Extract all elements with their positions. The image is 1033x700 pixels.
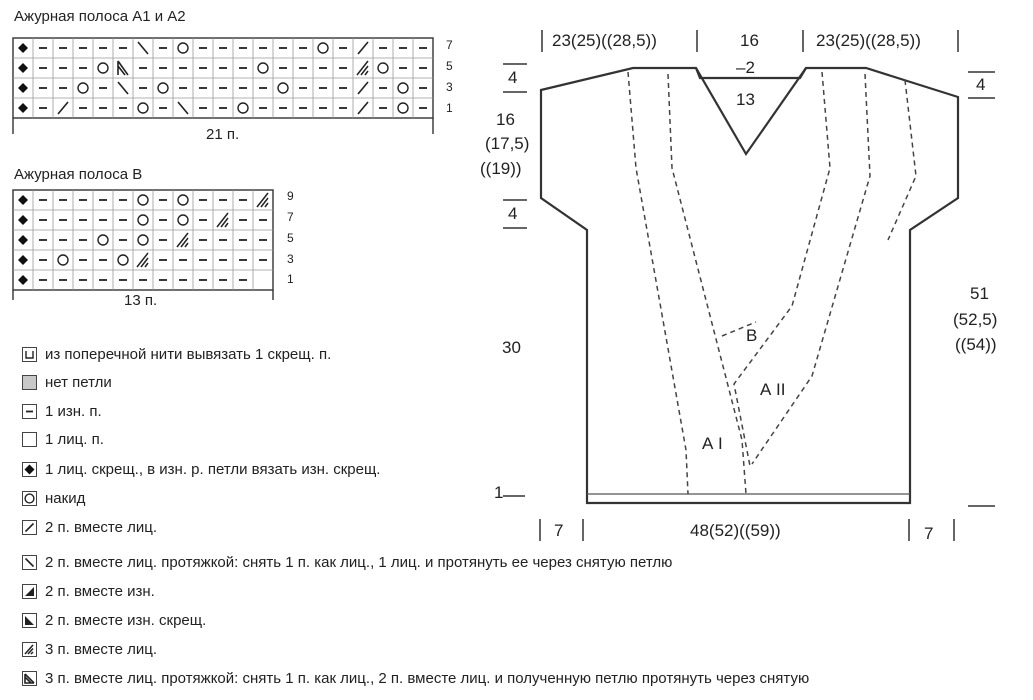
chart-b-row-1: 1 xyxy=(287,272,294,286)
panel-a2-label: А II xyxy=(760,380,786,399)
chart-a-stitch-count: 21 п. xyxy=(206,126,240,143)
chart-b-row-7: 7 xyxy=(287,210,294,224)
legend-text: 1 лиц. скрещ., в изн. р. петли вязать изн. скрещ. xyxy=(45,460,381,478)
legend-text: 2 п. вместе лиц. xyxy=(45,518,158,536)
neck-width-minus: –2 xyxy=(736,58,755,77)
body-length: 30 xyxy=(502,338,521,357)
armhole-depth-3: ((19)) xyxy=(480,159,522,178)
garment-outline xyxy=(541,68,958,503)
legend-text: 1 изн. п. xyxy=(45,402,102,420)
legend-text: 2 п. вместе изн. xyxy=(45,582,155,600)
panel-a1-right-edge xyxy=(668,74,746,494)
chart-a-row-1: 1 xyxy=(446,101,453,115)
bottom-width: 48(52)((59)) xyxy=(690,521,781,540)
shoulder-drop-right: 4 xyxy=(976,75,986,94)
total-length-1: 51 xyxy=(970,284,989,303)
chart-b-row-9: 9 xyxy=(287,189,294,203)
shoulder-left-width: 23(25)((28,5)) xyxy=(552,31,657,50)
neck-width: 16 xyxy=(740,31,759,50)
neck-depth: 13 xyxy=(736,90,755,109)
legend-text: 1 лиц. п. xyxy=(45,430,104,448)
hem-depth: 1 xyxy=(494,483,504,502)
chart-a-row-3: 3 xyxy=(446,80,453,94)
chart-a-row-5: 5 xyxy=(446,59,453,73)
side-width-left: 7 xyxy=(554,521,564,540)
chart-b-stitch-count: 13 п. xyxy=(124,292,158,309)
side-width-right: 7 xyxy=(924,524,934,543)
total-length-3: ((54)) xyxy=(955,335,997,354)
underarm-drop: 4 xyxy=(508,204,518,223)
legend-text: 3 п. вместе лиц. протяжкой: снять 1 п. как лиц., 2 п. вместе лиц. и полученную петлю протянуть через снятую xyxy=(45,669,810,687)
chart-a-title: Ажурная полоса А1 и А2 xyxy=(14,8,186,25)
legend-text: из поперечной нити вывязать 1 скрещ. п. xyxy=(45,345,332,363)
armhole-depth-1: 16 xyxy=(496,110,515,129)
chart-b-row-5: 5 xyxy=(287,231,294,245)
panel-a1-label: А I xyxy=(702,434,723,453)
panel-a1-left-edge xyxy=(628,72,688,494)
panel-b-edge xyxy=(888,80,916,240)
shoulder-right-width: 23(25)((28,5)) xyxy=(816,31,921,50)
chart-b-row-3: 3 xyxy=(287,252,294,266)
legend-text: накид xyxy=(45,489,86,507)
chart-b-title: Ажурная полоса В xyxy=(14,166,143,183)
total-length-2: (52,5) xyxy=(953,310,998,329)
chart-a-row-7: 7 xyxy=(446,38,453,52)
legend-text: 3 п. вместе лиц. xyxy=(45,640,158,658)
panel-a2-right-edge xyxy=(752,74,870,464)
legend-text: нет петли xyxy=(45,373,112,391)
panel-b-label: B xyxy=(746,326,758,345)
shoulder-drop-left: 4 xyxy=(508,68,518,87)
armhole-depth-2: (17,5) xyxy=(485,134,530,153)
legend-text: 2 п. вместе изн. скрещ. xyxy=(45,611,207,629)
panel-a2-left-edge xyxy=(734,72,830,466)
legend-text: 2 п. вместе лиц. протяжкой: снять 1 п. как лиц., 1 лиц. и протянуть ее через снятую петлю xyxy=(45,553,673,571)
